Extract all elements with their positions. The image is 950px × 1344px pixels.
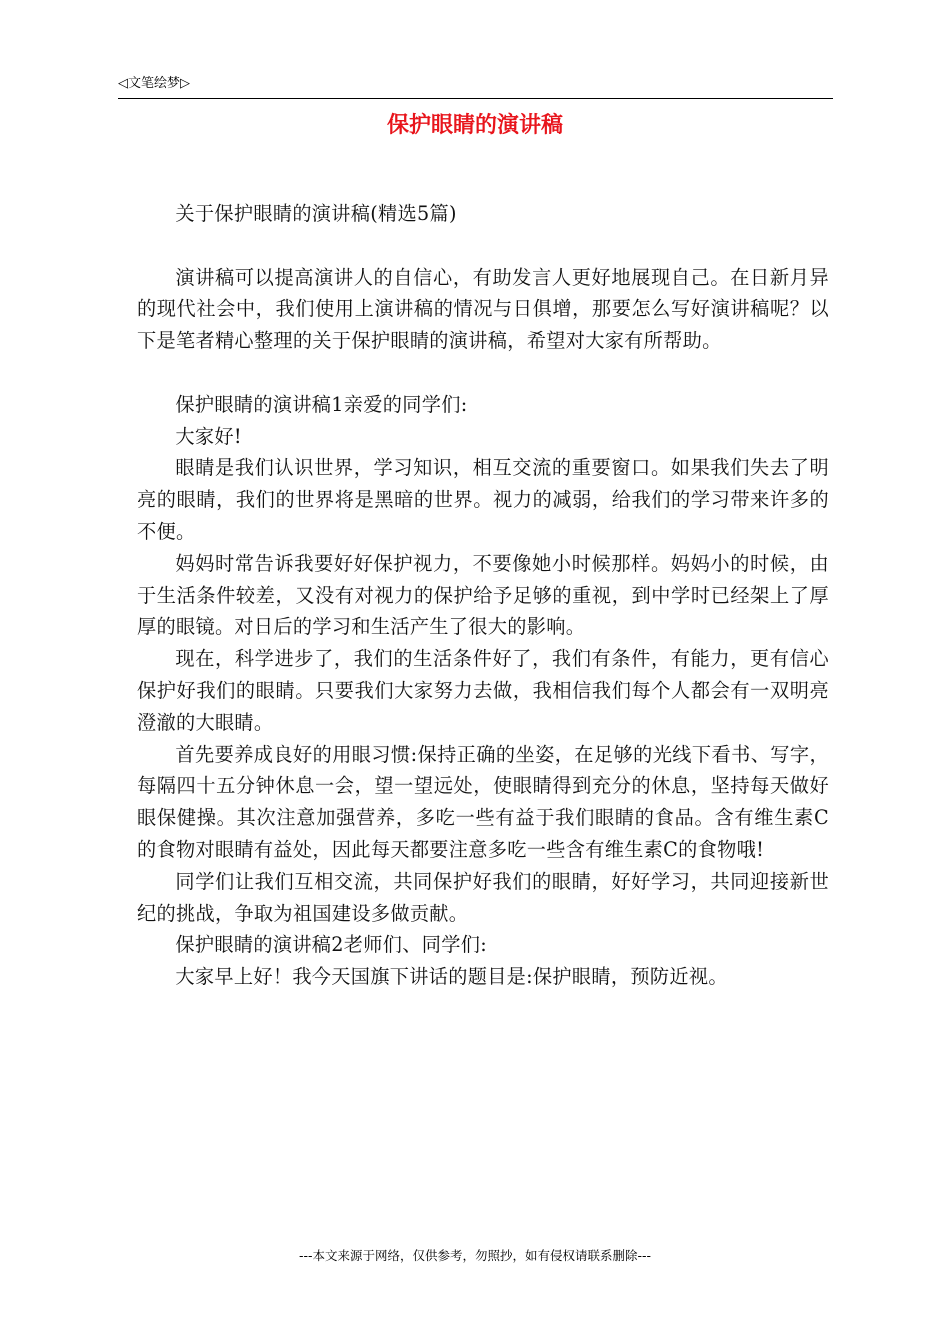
greeting-paragraph: 大家好! xyxy=(175,424,242,448)
body-paragraph: 眼睛是我们认识世界，学习知识，相互交流的重要窗口。如果我们失去了明亮的眼睛，我们的世界将是黑暗的世界。视力的减弱，给我们的学习带来许多的不便。 xyxy=(137,456,829,543)
body-paragraph: 首先要养成良好的用眼习惯:保持正确的坐姿，在足够的光线下看书、写字，每隔四十五分钟休息一会，望一望远处，使眼睛得到充分的休息，坚持每天做好眼保健操。其次注意加强营养，多吃一些有益于我们眼睛的食品。含有维生素C的食物对眼睛有益处，因此每天都要注意多吃一些含有维生素C的食物哦! xyxy=(137,742,829,861)
document-body xyxy=(137,198,829,993)
header-label: ◁文笔绘梦▷ xyxy=(118,76,190,91)
body-paragraph: 现在，科学进步了，我们的生活条件好了，我们有条件，有能力，更有信心保护好我们的眼睛。只要我们大家努力去做，我相信我们每个人都会有一双明亮澄澈的大眼睛。 xyxy=(137,647,829,734)
page-footer: ---本文来源于网络，仅供参考，勿照抄，如有侵权请联系删除--- xyxy=(298,1248,652,1263)
body-paragraph: 妈妈时常告诉我要好好保护视力，不要像她小时候那样。妈妈小的时候，由于生活条件较差，又没有对视力的保护给予足够的重视，到中学时已经架上了厚厚的眼镜。对日后的学习和生活产生了很大的影响。 xyxy=(137,551,829,639)
speech-2-heading: 保护眼睛的演讲稿2老师们、同学们: xyxy=(175,933,487,957)
speech-1-heading: 保护眼睛的演讲稿1亲爱的同学们: xyxy=(175,392,468,416)
intro-paragraph: 演讲稿可以提高演讲人的自信心，有助发言人更好地展现自己。在日新月异的现代社会中，我们使用上演讲稿的情况与日俱增，那要怎么写好演讲稿呢？以下是笔者精心整理的关于保护眼睛的演讲稿，希望对大家有所帮助。 xyxy=(137,265,829,353)
document-title: 保护眼睛的演讲稿 xyxy=(386,113,563,138)
body-paragraph: 大家早上好！我今天国旗下讲话的题目是:保护眼睛，预防近视。 xyxy=(175,965,728,989)
page-header xyxy=(118,76,833,99)
subtitle-paragraph: 关于保护眼睛的演讲稿(精选5篇) xyxy=(175,202,457,225)
body-paragraph: 同学们让我们互相交流，共同保护好我们的眼睛，好好学习，共同迎接新世纪的挑战，争取为祖国建设多做贡献。 xyxy=(137,869,829,925)
